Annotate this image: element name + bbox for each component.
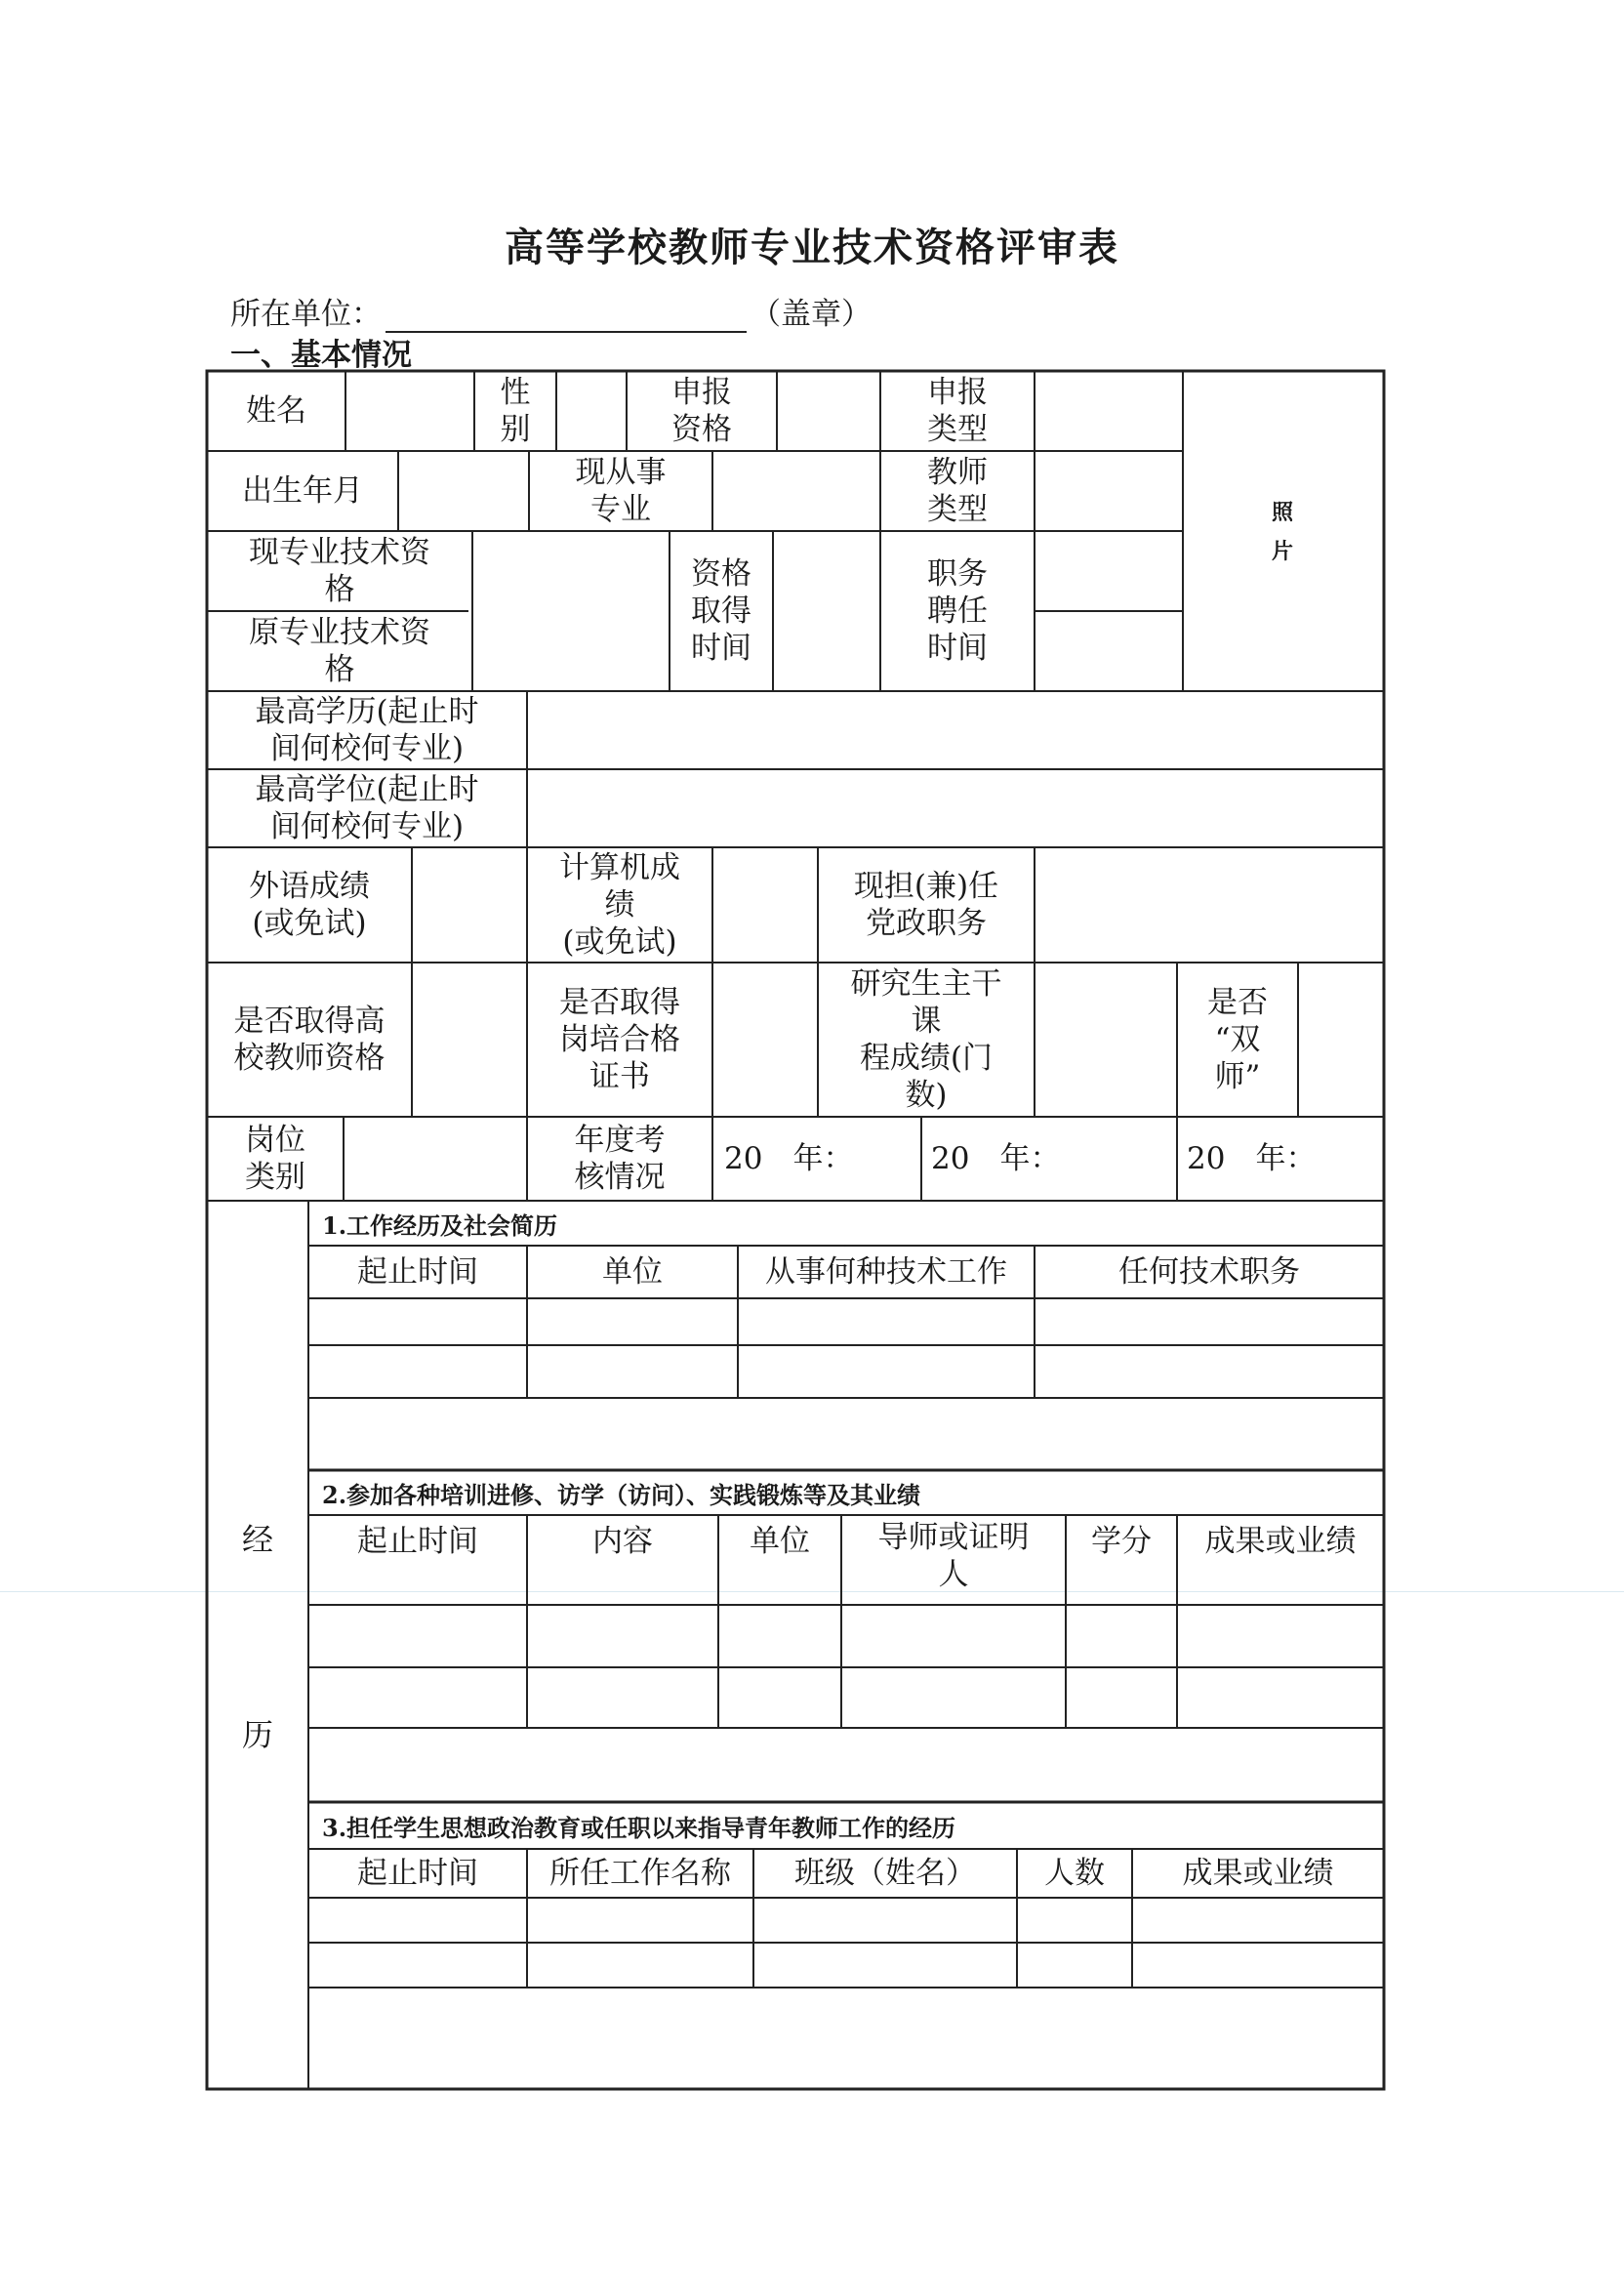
section-training-title: 2.参加各种培训进修、访学（访问）、实践锻炼等及其业绩 bbox=[322, 1480, 921, 1509]
label-post-time: 职务 聘任 时间 bbox=[927, 556, 988, 666]
section-work-title: 1.工作经历及社会简历 bbox=[322, 1210, 558, 1240]
label-highest-education: 最高学历(起止时 间何校何专业) bbox=[255, 694, 479, 766]
section-title-basic: 一、基本情况 bbox=[230, 338, 412, 373]
label-photo: 照 片 bbox=[1271, 500, 1293, 564]
guidance-col-class: 班级（姓名） bbox=[794, 1856, 976, 1891]
label-qualification-time: 资格 取得 时间 bbox=[691, 556, 751, 666]
annual-review-year-2[interactable]: 20 年： bbox=[931, 1141, 1061, 1176]
work-col-unit: 单位 bbox=[602, 1254, 663, 1290]
guidance-col-count: 人数 bbox=[1044, 1856, 1105, 1891]
training-col-time: 起止时间 bbox=[357, 1524, 478, 1559]
label-birth: 出生年月 bbox=[242, 473, 363, 509]
label-univ-teacher-qualification: 是否取得高 校教师资格 bbox=[233, 1004, 386, 1076]
section-guidance-title: 3.担任学生思想政治教育或任职以来指导青年教师工作的经历 bbox=[322, 1813, 956, 1842]
label-annual-review: 年度考 核情况 bbox=[574, 1123, 666, 1195]
training-col-content: 内容 bbox=[592, 1524, 653, 1559]
experience-side-label-1: 经 bbox=[242, 1521, 274, 1558]
page-title: 高等学校教师专业技术资格评审表 bbox=[505, 226, 1119, 270]
label-gender: 性 别 bbox=[500, 375, 531, 447]
label-teacher-type: 教师 类型 bbox=[927, 455, 988, 527]
label-post-category: 岗位 类别 bbox=[245, 1123, 305, 1195]
label-foreign-language: 外语成绩 (或免试) bbox=[249, 869, 370, 941]
training-col-mentor: 导师或证明 人 bbox=[877, 1520, 1030, 1592]
experience-side-label-2: 历 bbox=[242, 1716, 274, 1753]
label-current-title: 现专业技术资 格 bbox=[249, 535, 430, 607]
guidance-col-time: 起止时间 bbox=[357, 1856, 478, 1891]
guidance-col-achievement: 成果或业绩 bbox=[1182, 1856, 1334, 1891]
label-computer-score: 计算机成 绩 (或免试) bbox=[559, 850, 680, 960]
label-original-title: 原专业技术资 格 bbox=[249, 615, 430, 687]
annual-review-year-3[interactable]: 20 年： bbox=[1187, 1141, 1317, 1176]
guidance-col-work-name: 所任工作名称 bbox=[549, 1856, 731, 1891]
label-graduate-course: 研究生主干 课 程成绩(门 数) bbox=[850, 966, 1002, 1113]
training-col-achievement: 成果或业绩 bbox=[1204, 1524, 1357, 1559]
training-col-credit: 学分 bbox=[1091, 1524, 1152, 1559]
work-col-technical-work: 从事何种技术工作 bbox=[765, 1254, 1007, 1290]
work-col-time: 起止时间 bbox=[357, 1254, 478, 1290]
label-post-training-certificate: 是否取得 岗培合格 证书 bbox=[559, 985, 680, 1094]
annual-review-year-1[interactable]: 20 年： bbox=[724, 1141, 854, 1176]
label-apply-qualification: 申报 资格 bbox=[671, 375, 732, 447]
work-col-technical-post: 任何技术职务 bbox=[1118, 1254, 1300, 1290]
label-double-teacher: 是否 “双 师” bbox=[1207, 985, 1268, 1094]
label-apply-type: 申报 类型 bbox=[927, 375, 988, 447]
unit-label: 所在单位： bbox=[230, 297, 382, 332]
label-party-post: 现担(兼)任 党政职务 bbox=[853, 869, 999, 941]
label-name: 姓名 bbox=[246, 393, 306, 429]
training-col-unit: 单位 bbox=[750, 1524, 810, 1559]
label-current-major: 现从事 专业 bbox=[575, 455, 667, 527]
seal-label: （盖章） bbox=[751, 297, 872, 332]
label-highest-degree: 最高学位(起止时 间何校何专业) bbox=[255, 772, 479, 844]
